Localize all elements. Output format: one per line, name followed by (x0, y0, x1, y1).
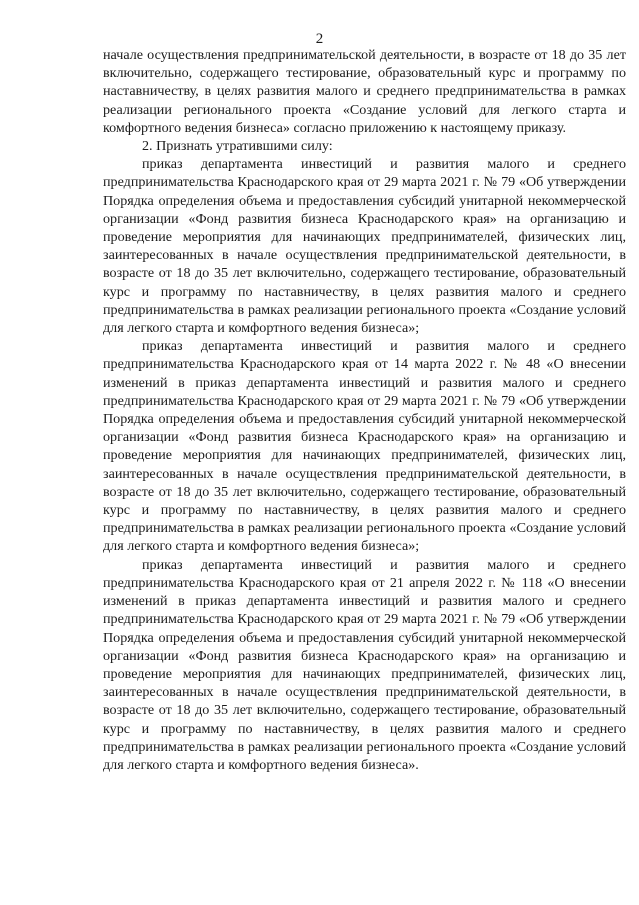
paragraph-order-2022-march: приказ департамента инвестиций и развития малого и среднего предпринимательства Краснодарского края от 14 марта 2022 г. № 48 «О внесении изменений в приказ департамента инвестиций и развития малого и среднего предпринимательства Краснодарского края от 29 марта 2021 г. № 79 «Об утверждении Порядка определения объема и предоставления субсидий унитарной некоммерческой организации «Фонд развития бизнеса Краснодарского края» на организацию и проведение мероприятия для начинающих предпринимателей, физических лиц, заинтересованных в начале осуществления предпринимательской деятельности, в возрасте от 18 до 35 лет включительно, содержащего тестирование, образовательный курс и программу по наставничеству, в целях развития малого и среднего предпринимательства в рамках реализации регионального проекта «Создание условий для легкого старта и комфортного ведения бизнеса»; (103, 338, 626, 555)
paragraph-order-2022-april: приказ департамента инвестиций и развития малого и среднего предпринимательства Краснодарского края от 21 апреля 2022 г. № 118 «О внесении изменений в приказ департамента инвестиций и развития малого и среднего предпринимательства Краснодарского края от 29 марта 2021 г. № 79 «Об утверждении Порядка определения объема и предоставления субсидий унитарной некоммерческой организации «Фонд развития бизнеса Краснодарского края» на организацию и проведение мероприятия для начинающих предпринимателей, физических лиц, заинтересованных в начале осуществления предпринимательской деятельности, в возрасте от 18 до 35 лет включительно, содержащего тестирование, образовательный курс и программу по наставничеству, в целях развития малого и среднего предпринимательства в рамках реализации регионального проекта «Создание условий для легкого старта и комфортного ведения бизнеса». (103, 556, 626, 773)
document-body (103, 46, 626, 774)
paragraph-clause-2: 2. Признать утратившими силу: (142, 138, 333, 155)
page-number: 2 (315, 31, 324, 47)
paragraph-continuation: начале осуществления предпринимательской деятельности, в возрасте от 18 до 35 лет включительно, содержащего тестирование, образовательный курс и программу по наставничеству, в целях развития малого и среднего предпринимательства в рамках реализации регионального проекта «Создание условий для легкого старта и комфортного ведения бизнеса» согласно приложению к настоящему приказу. (103, 47, 626, 136)
paragraph-order-2021: приказ департамента инвестиций и развития малого и среднего предпринимательства Краснодарского края от 29 марта 2021 г. № 79 «Об утверждении Порядка определения объема и предоставления субсидий унитарной некоммерческой организации «Фонд развития бизнеса Краснодарского края» на организацию и проведение мероприятия для начинающих предпринимателей, физических лиц, заинтересованных в начале осуществления предпринимательской деятельности, в возрасте от 18 до 35 лет включительно, содержащего тестирование, образовательный курс и программу по наставничеству, в целях развития малого и среднего предпринимательства в рамках реализации регионального проекта «Создание условий для легкого старта и комфортного ведения бизнеса»; (103, 156, 626, 337)
